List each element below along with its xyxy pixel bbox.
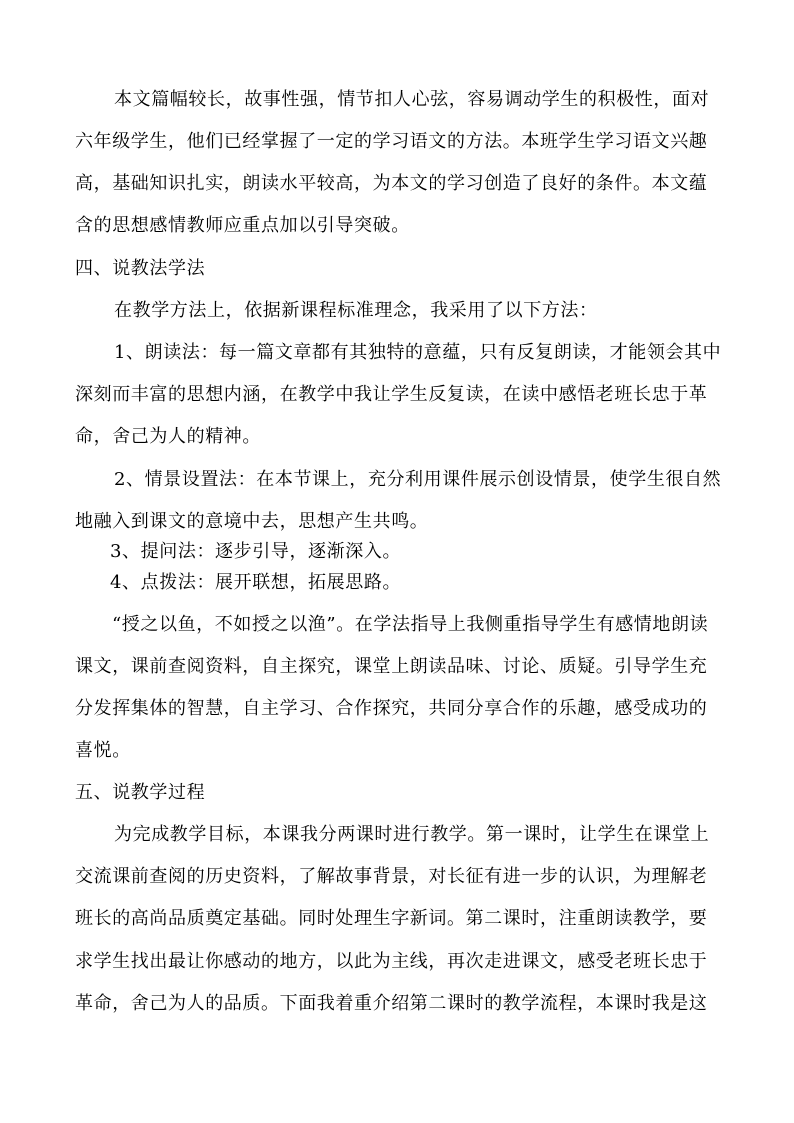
section-heading: 四、说教法学法 bbox=[75, 258, 206, 279]
paragraph-line: 含的思想感情教师应重点加以引导突破。 bbox=[75, 215, 410, 236]
paragraph-line: 六年级学生，他们已经掌握了一定的学习语文的方法。本班学生学习语文兴趣 bbox=[75, 131, 708, 152]
paragraph-line: 在教学方法上，依据新课程标准理念，我采用了以下方法： bbox=[114, 300, 598, 321]
paragraph-line: 课文，课前查阅资料，自主探究，课堂上朗读品味、讨论、质疑。引导学生充 bbox=[75, 656, 708, 677]
paragraph-line: 革命，舍己为人的品质。下面我着重介绍第二课时的教学流程，本课时我是这 bbox=[75, 993, 708, 1014]
list-item-line: 地融入到课文的意境中去，思想产生共鸣。 bbox=[75, 511, 429, 532]
paragraph-line: 分发挥集体的智慧，自主学习、合作探究，共同分享合作的乐趣，感受成功的 bbox=[75, 698, 708, 719]
paragraph-line: 高，基础知识扎实，朗读水平较高，为本文的学习创造了良好的条件。本文蕴 bbox=[75, 173, 708, 194]
list-item-line: 深刻而丰富的思想内涵，在教学中我让学生反复读，在读中感悟老班长忠于革 bbox=[75, 384, 708, 405]
paragraph-line: 求学生找出最让你感动的地方，以此为主线，再次走进课文，感受老班长忠于 bbox=[75, 951, 708, 972]
paragraph-line: 喜悦。 bbox=[75, 740, 131, 761]
paragraph-line: 本文篇幅较长，故事性强，情节扣人心弦，容易调动学生的积极性，面对 bbox=[114, 89, 710, 110]
list-item-line: 命，舍己为人的精神。 bbox=[75, 426, 261, 447]
paragraph-line: 为完成教学目标，本课我分两课时进行教学。第一课时，让学生在课堂上 bbox=[114, 824, 710, 845]
section-heading: 五、说教学过程 bbox=[75, 782, 206, 803]
paragraph-line: 交流课前查阅的历史资料，了解故事背景，对长征有进一步的认识，为理解老 bbox=[75, 866, 708, 887]
paragraph-line: “授之以鱼，不如授之以渔”。在学法指导上我侧重指导学生有感情地朗读 bbox=[112, 614, 709, 635]
list-item-line: 4、点拨法：展开联想，拓展思路。 bbox=[110, 572, 402, 593]
list-item-line: 2、情景设置法：在本节课上，充分利用课件展示创设情景，使学生很自然 bbox=[114, 469, 722, 490]
paragraph-line: 班长的高尚品质奠定基础。同时处理生字新词。第二课时，注重朗读教学，要 bbox=[75, 908, 708, 929]
list-item-line: 1、朗读法：每一篇文章都有其独特的意蕴，只有反复朗读，才能领会其中 bbox=[114, 342, 722, 363]
list-item-line: 3、提问法：逐步引导，逐渐深入。 bbox=[110, 541, 402, 562]
